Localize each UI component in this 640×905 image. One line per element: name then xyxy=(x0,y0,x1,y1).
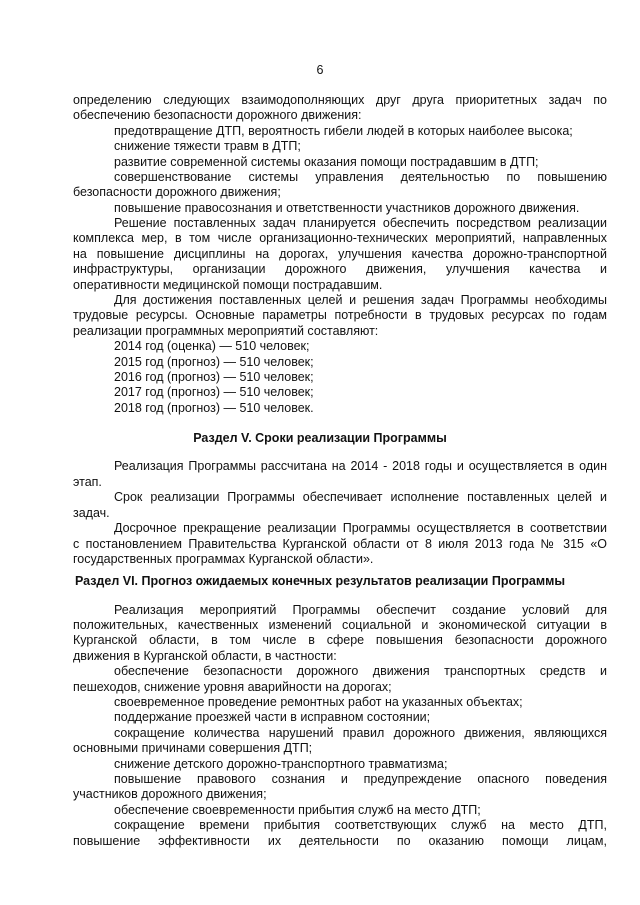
text-line: реализации программных мероприятий составляют: xyxy=(73,324,379,338)
text-line: определению следующих взаимодополняющих друг друга приоритетных задач по xyxy=(73,93,607,107)
text-line: задач. xyxy=(73,506,110,520)
text-line: сокращение времени прибытия соответствующих служб на место ДТП, xyxy=(114,818,607,832)
section-heading: Раздел VI. Прогноз ожидаемых конечных результатов реализации Программы xyxy=(74,574,566,588)
text-line: Для достижения поставленных целей и решения задач Программы необходимы xyxy=(114,293,607,307)
text-line: повышение правосознания и ответственности участников дорожного движения. xyxy=(114,201,580,215)
text-line: предотвращение ДТП, вероятность гибели людей в которых наиболее высока; xyxy=(114,124,573,138)
text-line: безопасности дорожного движения; xyxy=(73,185,281,199)
text-line: повышение правового сознания и предупреждение опасного поведения xyxy=(114,772,607,786)
text-line: Срок реализации Программы обеспечивает исполнение поставленных целей и xyxy=(114,490,607,504)
text-line: этап. xyxy=(73,475,102,489)
page-number: 6 xyxy=(316,63,324,77)
text-line: оперативности медицинской помощи пострадавшим. xyxy=(73,278,383,292)
text-line: на повышение дисциплины на дорогах, улучшения качества дорожно-транспортной xyxy=(73,247,607,261)
text-line: инфраструктуры, организации дорожного движения, улучшения качества и xyxy=(73,262,607,276)
text-line: снижение тяжести травм в ДТП; xyxy=(114,139,301,153)
text-line: положительных, качественных изменений социальной и экономической ситуации в xyxy=(73,618,607,632)
text-line: Досрочное прекращение реализации Программы осуществляется в соответствии xyxy=(114,521,607,535)
text-line: Реализация мероприятий Программы обеспечит создание условий для xyxy=(114,603,607,617)
text-line: сокращение количества нарушений правил дорожного движения, являющихся xyxy=(114,726,607,740)
text-line: обеспечению безопасности дорожного движения: xyxy=(73,108,362,122)
text-line: с постановлением Правительства Курганской области от 8 июля 2013 года № 315 «О xyxy=(73,537,607,551)
text-line: государственных программах Курганской области». xyxy=(73,552,374,566)
text-line: комплекса мер, в том числе организационно-технических мероприятий, направленных xyxy=(73,231,607,245)
text-line: Реализация Программы рассчитана на 2014 - 2018 годы и осуществляется в один xyxy=(114,459,607,473)
text-line: основными причинами совершения ДТП; xyxy=(73,741,313,755)
list-item: 2014 год (оценка) — 510 человек; xyxy=(114,339,310,353)
list-item: 2017 год (прогноз) — 510 человек; xyxy=(114,385,314,399)
text-line: трудовые ресурсы. Основные параметры потребности в трудовых ресурсах по годам xyxy=(73,308,607,322)
list-item: 2015 год (прогноз) — 510 человек; xyxy=(114,355,314,369)
text-line: движения в Курганской области, в частности: xyxy=(73,649,337,663)
text-line: повышение эффективности их деятельности по оказанию помощи лицам, xyxy=(73,834,607,848)
text-line: пешеходов, снижение уровня аварийности на дорогах; xyxy=(73,680,392,694)
text-line: обеспечение безопасности дорожного движения транспортных средств и xyxy=(114,664,607,678)
text-line: развитие современной системы оказания помощи пострадавшим в ДТП; xyxy=(114,155,539,169)
text-line: участников дорожного движения; xyxy=(73,787,267,801)
text-line: обеспечение своевременности прибытия служб на место ДТП; xyxy=(114,803,481,817)
text-line: Курганской области, в том числе в сфере повышения безопасности дорожного xyxy=(73,633,607,647)
text-line: совершенствование системы управления деятельностью по повышению xyxy=(114,170,607,184)
text-line: Решение поставленных задач планируется обеспечить посредством реализации xyxy=(114,216,607,230)
section-heading: Раздел V. Сроки реализации Программы xyxy=(193,431,447,445)
list-item: 2018 год (прогноз) — 510 человек. xyxy=(114,401,314,415)
text-line: своевременное проведение ремонтных работ на указанных объектах; xyxy=(114,695,523,709)
text-line: поддержание проезжей части в исправном состоянии; xyxy=(114,710,431,724)
list-item: 2016 год (прогноз) — 510 человек; xyxy=(114,370,314,384)
text-line: снижение детского дорожно-транспортного травматизма; xyxy=(114,757,448,771)
